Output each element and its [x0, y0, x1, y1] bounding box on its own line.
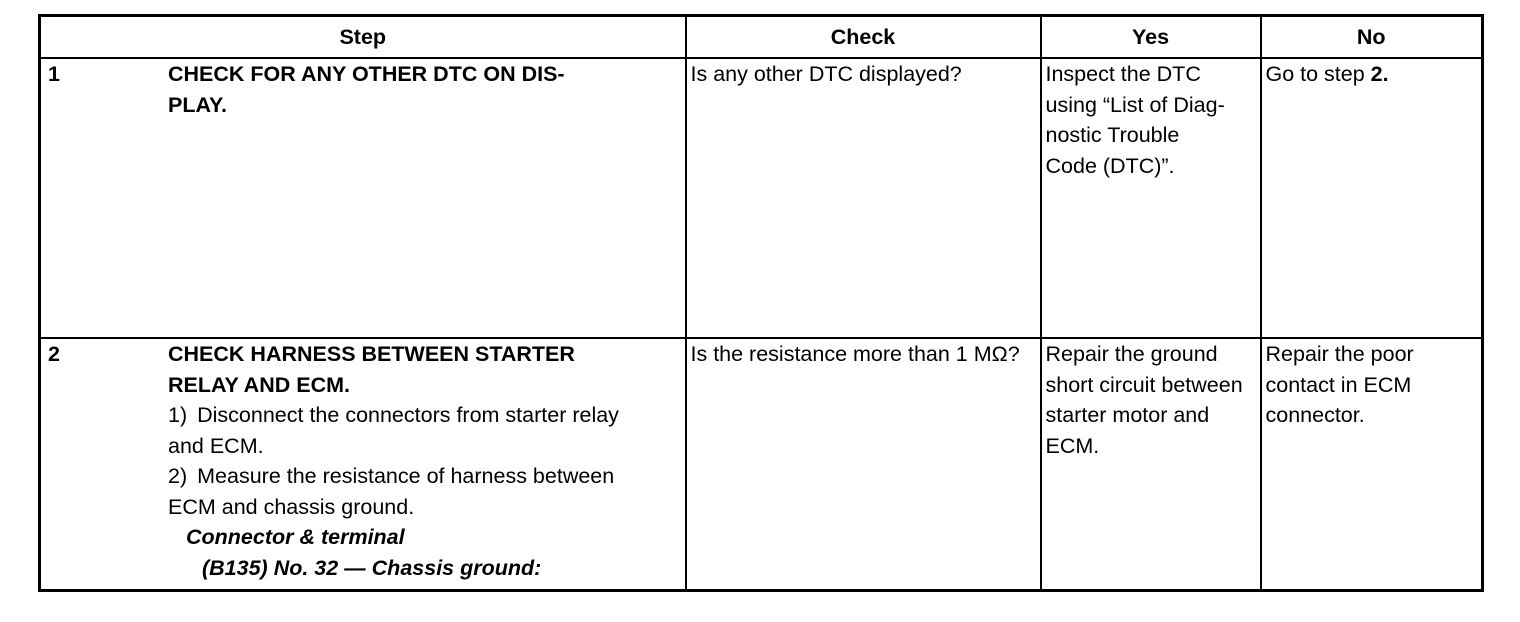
spec-label: Connector & terminal — [186, 525, 405, 549]
go-to-step-number: 2. — [1370, 62, 1389, 86]
no-text: Go to step — [1265, 62, 1371, 86]
instruction-text: Disconnect the connectors from starter relay and ECM. — [168, 403, 619, 458]
header-step: Step — [40, 16, 686, 59]
check-cell: Is the resistance more than 1 MΩ? — [686, 338, 1041, 591]
header-no: No — [1261, 16, 1483, 59]
step-number: 2 — [48, 342, 60, 366]
table-row — [40, 58, 1483, 338]
step-number: 1 — [48, 62, 60, 86]
check-cell: Is any other DTC displayed? — [686, 58, 1041, 338]
step-title-line: CHECK FOR ANY OTHER DTC ON DIS- — [168, 62, 565, 86]
instruction-text: Measure the resistance of harness between ECM and chassis ground. — [168, 464, 615, 519]
step-cell — [40, 58, 686, 338]
step-cell — [40, 338, 686, 591]
spec-value: (B135) No. 32 — Chassis ground: — [202, 555, 542, 580]
instruction-number: 1) — [168, 403, 188, 427]
header-yes: Yes — [1041, 16, 1261, 59]
step-title-line: CHECK HARNESS BETWEEN STARTER — [168, 342, 575, 366]
step-title-line: PLAY. — [168, 92, 227, 117]
header-check: Check — [686, 16, 1041, 59]
step-title-line: RELAY AND ECM. — [168, 372, 350, 397]
diagnostic-table — [38, 14, 1484, 592]
yes-cell: Repair the ground short circuit between starter motor and ECM. — [1041, 338, 1261, 591]
instruction-item — [168, 461, 641, 522]
yes-cell: Inspect the DTC using “List of Diag- nostic Trouble Code (DTC)”. — [1041, 58, 1261, 338]
no-cell — [1261, 58, 1483, 338]
instruction-number: 2) — [168, 464, 188, 488]
table-row — [40, 338, 1483, 591]
table-header-row — [40, 16, 1483, 59]
no-cell: Repair the poor contact in ECM connector. — [1261, 338, 1483, 591]
instruction-item — [168, 400, 641, 461]
